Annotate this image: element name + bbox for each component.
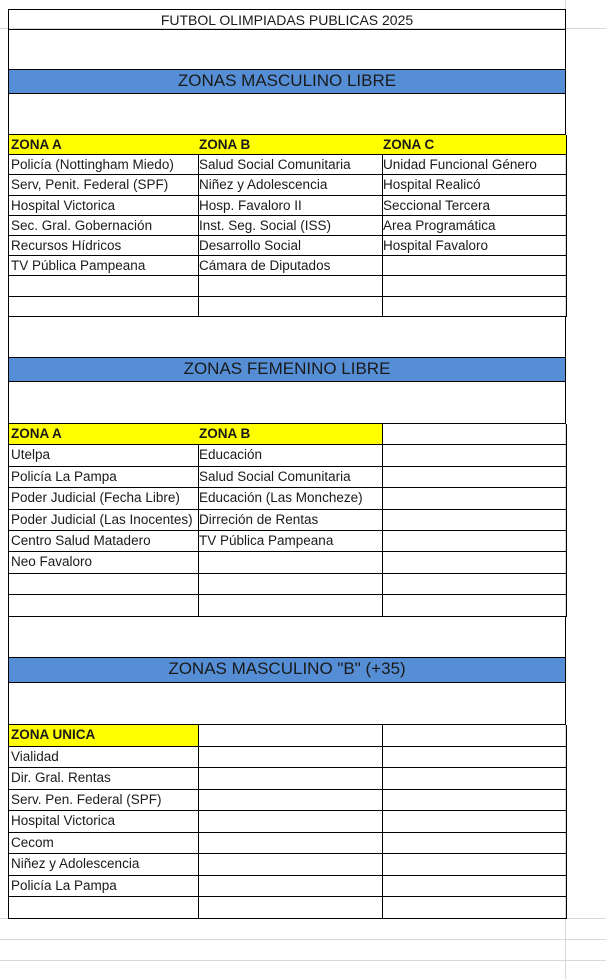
team-row [0,574,606,595]
empty-cell[interactable] [197,725,383,747]
empty-cell[interactable] [381,747,567,769]
team-cell[interactable]: Serv. Pen. Federal (SPF) [8,790,199,812]
team-row [0,876,606,898]
team-row [0,811,606,833]
team-cell[interactable]: Policía (Nottingham Miedo) [8,155,199,175]
empty-cell[interactable] [381,510,567,531]
team-cell[interactable]: Sec. Gral. Gobernación [8,216,199,236]
zone-header-fl-1[interactable]: ZONA B [197,424,383,445]
team-row [0,531,606,552]
team-row [0,256,606,276]
empty-cell[interactable] [381,574,567,595]
team-row [0,297,606,317]
team-row [0,747,606,769]
team-cell[interactable]: Seccional Tercera [381,196,567,216]
zone-header-row [0,135,606,155]
blank-cell[interactable] [8,317,566,358]
empty-cell[interactable] [8,276,199,296]
team-cell[interactable]: Desarrollo Social [197,236,383,256]
zone-header-fl-0[interactable]: ZONA A [8,424,199,445]
empty-cell[interactable] [381,811,567,833]
team-row [0,854,606,876]
team-row [0,897,606,919]
team-cell[interactable]: Policía La Pampa [8,876,199,898]
empty-cell[interactable] [381,467,567,488]
empty-cell[interactable] [381,552,567,573]
sheet-title-row [0,9,606,30]
team-cell[interactable]: Hospital Victorica [8,196,199,216]
team-cell[interactable]: Policía La Pampa [8,467,199,488]
blank-row [0,382,606,424]
team-row [0,488,606,509]
empty-cell[interactable] [197,747,383,769]
team-cell[interactable]: TV Pública Pampeana [8,256,199,276]
team-cell[interactable]: Utelpa [8,445,199,466]
team-cell[interactable]: Salud Social Comunitaria [197,467,383,488]
team-row [0,768,606,790]
team-cell[interactable]: Serv, Penit. Federal (SPF) [8,175,199,195]
masculino-b-heading-row [0,658,606,683]
empty-cell[interactable] [381,768,567,790]
team-cell[interactable]: Niñez y Adolescencia [197,175,383,195]
empty-cell[interactable] [197,833,383,855]
empty-cell[interactable] [8,574,199,595]
zone-header-mb-0[interactable]: ZONA UNICA [8,725,199,747]
team-row [0,833,606,855]
team-cell[interactable]: Educación (Las Moncheze) [197,488,383,509]
blank-row [0,317,606,358]
zone-header-ml-2[interactable]: ZONA C [381,135,567,155]
team-cell[interactable]: Recursos Hídricos [8,236,199,256]
empty-cell[interactable] [197,768,383,790]
empty-cell[interactable] [197,574,383,595]
team-cell[interactable]: Hospital Realicó [381,175,567,195]
empty-cell[interactable] [381,876,567,898]
blank-cell[interactable] [8,94,566,135]
empty-cell[interactable] [197,297,383,317]
team-cell[interactable]: Poder Judicial (Las Inocentes) [8,510,199,531]
masculino-libre-heading[interactable]: ZONAS MASCULINO LIBRE [8,70,566,94]
empty-cell[interactable] [197,790,383,812]
empty-cell[interactable] [381,531,567,552]
blank-row [0,683,606,725]
team-cell[interactable]: Hospital Victorica [8,811,199,833]
blank-row [0,94,606,135]
empty-cell[interactable] [381,897,567,919]
blank-cell[interactable] [8,382,566,424]
empty-cell[interactable] [8,297,199,317]
blank-cell[interactable] [8,30,566,70]
empty-cell[interactable] [381,595,567,616]
team-row [0,155,606,175]
team-cell[interactable]: Inst. Seg. Social (ISS) [197,216,383,236]
team-cell[interactable]: Salud Social Comunitaria [197,155,383,175]
team-cell[interactable]: TV Pública Pampeana [197,531,383,552]
empty-cell[interactable] [8,897,199,919]
empty-cell[interactable] [381,256,567,276]
team-row [0,175,606,195]
empty-cell[interactable] [381,445,567,466]
zone-header-ml-0[interactable]: ZONA A [8,135,199,155]
blank-cell[interactable] [8,617,566,658]
team-row [0,196,606,216]
team-row [0,595,606,616]
empty-cell[interactable] [197,854,383,876]
team-row [0,467,606,488]
blank-row [0,617,606,658]
empty-cell[interactable] [8,595,199,616]
team-cell[interactable]: Educación [197,445,383,466]
masculino-libre-heading-row [0,70,606,94]
team-cell[interactable]: Cecom [8,833,199,855]
femenino-libre-heading[interactable]: ZONAS FEMENINO LIBRE [8,358,566,382]
masculino-b-heading[interactable]: ZONAS MASCULINO "B" (+35) [8,658,566,683]
team-cell[interactable]: Vialidad [8,747,199,769]
zone-header-row [0,725,606,747]
team-cell[interactable]: Unidad Funcional Género [381,155,567,175]
team-row [0,445,606,466]
team-cell[interactable]: Cámara de Diputados [197,256,383,276]
empty-cell[interactable] [381,854,567,876]
zone-header-ml-1[interactable]: ZONA B [197,135,383,155]
team-row [0,216,606,236]
team-cell[interactable]: Hospital Favaloro [381,236,567,256]
team-cell[interactable]: Niñez y Adolescencia [8,854,199,876]
team-cell[interactable]: Centro Salud Matadero [8,531,199,552]
empty-cell[interactable] [381,276,567,296]
team-row [0,510,606,531]
team-row [0,790,606,812]
empty-cell[interactable] [197,897,383,919]
empty-cell[interactable] [381,488,567,509]
team-cell[interactable]: Neo Favaloro [8,552,199,573]
empty-cell[interactable] [381,297,567,317]
sheet-title[interactable]: FUTBOL OLIMPIADAS PUBLICAS 2025 [8,9,566,30]
empty-cell[interactable] [381,790,567,812]
blank-row [0,30,606,70]
blank-cell[interactable] [8,683,566,725]
team-cell[interactable]: Dir. Gral. Rentas [8,768,199,790]
team-cell[interactable]: Dirreción de Rentas [197,510,383,531]
empty-cell[interactable] [381,725,567,747]
empty-cell[interactable] [197,276,383,296]
zone-header-row [0,424,606,445]
team-row [0,236,606,256]
team-row [0,276,606,296]
team-cell[interactable]: Hosp. Favaloro II [197,196,383,216]
femenino-libre-heading-row [0,358,606,382]
team-cell[interactable]: Poder Judicial (Fecha Libre) [8,488,199,509]
team-cell[interactable]: Area Programática [381,216,567,236]
empty-cell[interactable] [197,552,383,573]
empty-cell[interactable] [197,811,383,833]
empty-cell[interactable] [197,876,383,898]
empty-cell[interactable] [381,424,567,445]
empty-cell[interactable] [381,833,567,855]
empty-cell[interactable] [197,595,383,616]
team-row [0,552,606,573]
